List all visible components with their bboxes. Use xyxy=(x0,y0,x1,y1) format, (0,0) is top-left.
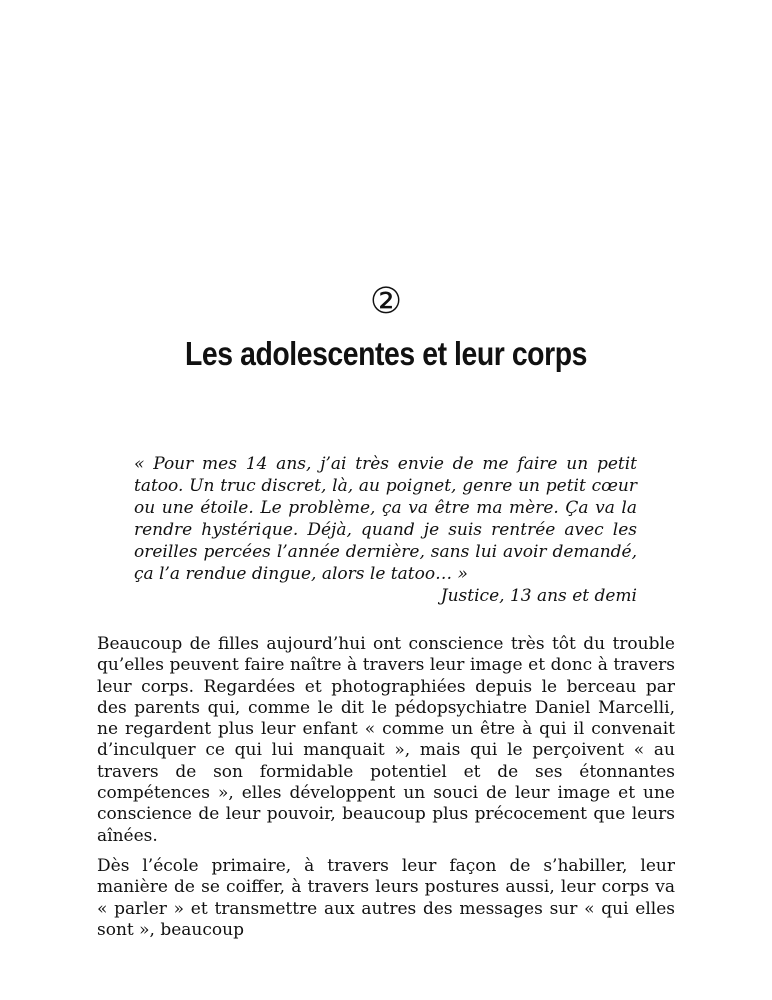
chapter-number: ② xyxy=(369,281,403,322)
epigraph-quote: « Pour mes 14 ans, j’ai très envie de me faire un petit tatoo. Un truc discret, là, au poignet, genre un petit cœur ou une étoile. Le problème, ça va être ma mère. Ça va la rendre hystérique. Déjà, quand je suis rentrée avec les oreilles percées l’année dernière, sans lui avoir demandé, ça l’a rendue dingue, alors le tatoo… » xyxy=(134,454,637,584)
epigraph xyxy=(134,453,637,607)
body-text xyxy=(97,634,675,950)
body-paragraph-1: Beaucoup de filles aujourd’hui ont conscience très tôt du trouble qu’elles peuvent faire naître à travers leur image et donc à travers leur corps. Regardées et photographiées depuis le berceau par des parents qui, comme le dit le pédopsychiatre Daniel Marcelli, ne regardent plus leur enfant « comme un être à qui il convenait d’inculquer ce qui lui manquait », mais qui le perçoivent « au travers de son formidable potentiel et de ses étonnantes compétences », elles développent un souci de leur image et une conscience de leur pouvoir, beaucoup plus précocement que leurs aînées. xyxy=(97,634,675,846)
chapter-title: Les adolescentes et leur corps xyxy=(185,335,587,372)
body-paragraph-2: Dès l’école primaire, à travers leur façon de s’habiller, leur manière de se coiffer, à travers leurs postures aussi, leur corps va « parler » et transmettre aux autres des messages sur « qui elles sont », beaucoup xyxy=(97,855,675,940)
epigraph-attribution: Justice, 13 ans et demi xyxy=(440,586,637,606)
